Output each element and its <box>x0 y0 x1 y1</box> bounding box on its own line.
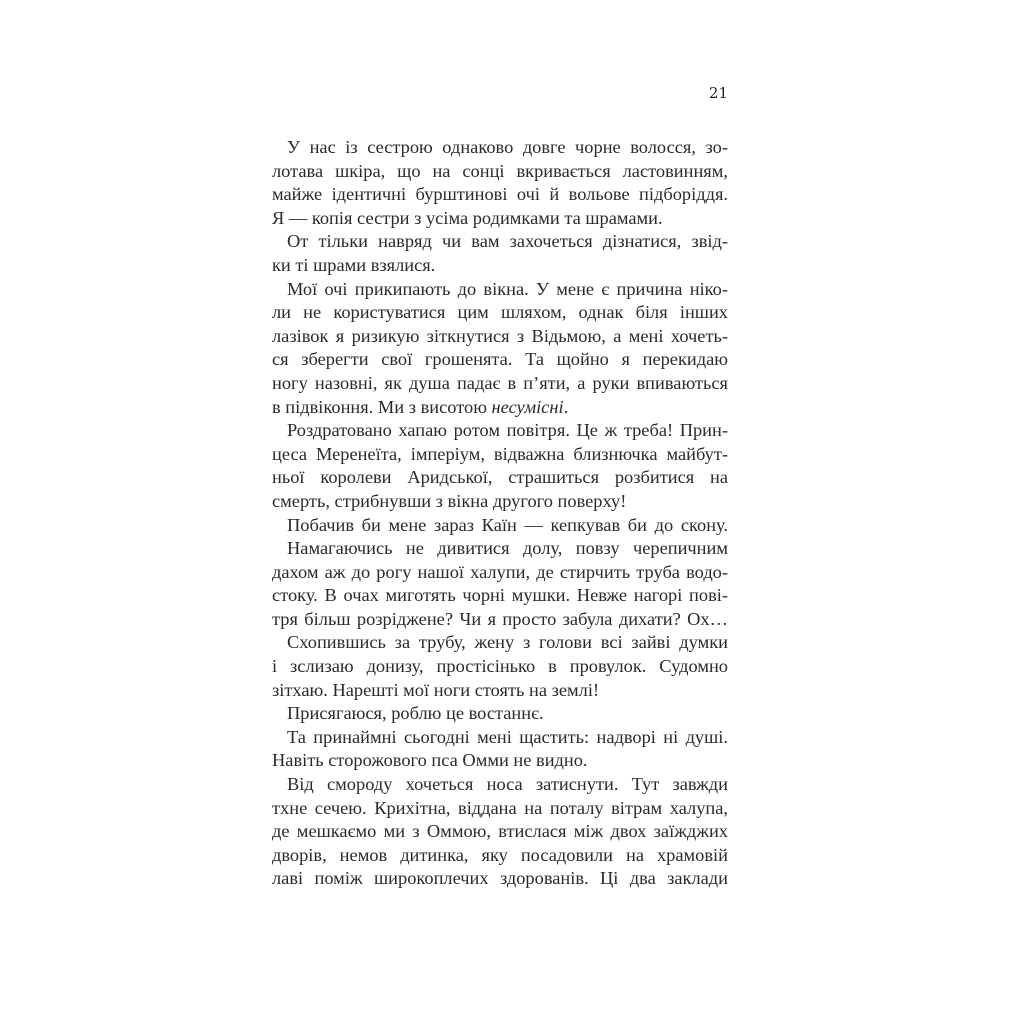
text-line <box>272 679 728 703</box>
text-line <box>272 490 728 514</box>
emphasized-word: несумісні <box>491 396 564 417</box>
line-text: дахом аж до рогу нашої халупи, де стирчить труба водо- <box>272 561 728 582</box>
text-line <box>272 631 728 655</box>
line-text: лаві поміж широкоплечих здорованів. Ці два заклади <box>272 868 728 889</box>
line-text: тря більш розріджене? Чи я просто забула дихати? Ох… <box>272 608 728 629</box>
text-line <box>272 136 728 160</box>
line-text: де мешкаємо ми з Оммою, втислася між двох заїжджих <box>272 821 728 842</box>
text-line <box>272 443 728 467</box>
text-line <box>272 773 728 797</box>
line-text: ки ті шрами взялися. <box>272 254 436 275</box>
text-line <box>272 254 728 278</box>
text-line <box>272 230 728 254</box>
text-line <box>272 325 728 349</box>
line-text: ся зберегти свої грошенята. Та щойно я перекидаю <box>272 349 728 370</box>
text-line <box>272 419 728 443</box>
line-text: тхне сечею. Крихітна, віддана на поталу вітрам халупа, <box>272 797 728 818</box>
line-text: ньої королеви Аридської, страшиться розбитися на <box>272 467 728 488</box>
text-line <box>272 797 728 821</box>
line-text: Я — копія сестри з усіма родимками та шрамами. <box>272 207 663 228</box>
line-text: Схопившись за трубу, жену з голови всі зайві думки <box>287 632 728 653</box>
text-line <box>272 348 728 372</box>
line-text: Та принаймні сьогодні мені щастить: надворі ні душі. <box>287 726 728 747</box>
line-text: ли не користуватися цим шляхом, однак біля інших <box>272 302 728 323</box>
line-text: лотава шкіра, що на сонці вкривається ластовинням, <box>272 160 728 181</box>
line-text: Роздратовано хапаю ротом повітря. Це ж треба! Прин- <box>287 420 728 441</box>
text-line <box>272 608 728 632</box>
text-line <box>272 514 728 538</box>
body-text <box>272 136 728 891</box>
line-text: ногу назовні, як душа падає в п’яти, а руки впиваються <box>272 372 728 393</box>
text-line <box>272 584 728 608</box>
text-line <box>272 301 728 325</box>
text-line <box>272 726 728 750</box>
text-line <box>272 561 728 585</box>
text-line <box>272 702 728 726</box>
text-line <box>272 844 728 868</box>
line-text: смерть, стрибнувши з вікна другого поверху! <box>272 490 627 511</box>
line-text: стоку. В очах миготять чорні мушки. Невже нагорі пові- <box>272 585 728 606</box>
line-text: Від смороду хочеться носа затиснути. Тут завжди <box>287 774 728 795</box>
line-text: У нас із сестрою однаково довге чорне волосся, зо- <box>287 137 728 157</box>
line-text: Побачив би мене зараз Каїн — кепкував би до скону. <box>287 514 728 535</box>
line-text: Присягаюся, роблю це востаннє. <box>287 703 544 724</box>
line-punctuation: . <box>563 396 569 417</box>
text-line <box>272 466 728 490</box>
line-text: і зслизаю донизу, простісінько в провулок. Судомно <box>272 656 728 677</box>
line-text: дворів, немов дитинка, яку посадовили на храмовій <box>272 844 728 865</box>
line-text: Мої очі прикипають до вікна. У мене є причина ніко- <box>287 278 728 299</box>
text-line <box>272 867 728 891</box>
line-text: Намагаючись не дивитися долу, повзу черепичним <box>287 538 728 559</box>
text-line <box>272 278 728 302</box>
line-text: От тільки навряд чи вам захочеться дізнатися, звід- <box>287 231 728 252</box>
line-text: зітхаю. Нарешті мої ноги стоять на землі! <box>272 679 600 700</box>
text-line <box>272 749 728 773</box>
text-line <box>272 372 728 396</box>
text-line <box>272 183 728 207</box>
text-line <box>272 820 728 844</box>
page-number: 21 <box>708 84 728 102</box>
text-line <box>272 207 728 231</box>
line-text: в підвіконня. Ми з висотою <box>272 396 492 417</box>
line-text: Навіть сторожового пса Омми не видно. <box>272 750 588 771</box>
line-text: лазівок я ризикую зіткнутися з Відьмою, а мені хочеть- <box>272 325 728 346</box>
line-text: цеса Меренеїта, імперіум, відважна близнючка майбут- <box>272 443 728 464</box>
text-line <box>272 396 728 420</box>
text-line <box>272 160 728 184</box>
text-line <box>272 537 728 561</box>
text-line <box>272 655 728 679</box>
line-text: майже ідентичні бурштинові очі й вольове підборіддя. <box>272 184 728 205</box>
